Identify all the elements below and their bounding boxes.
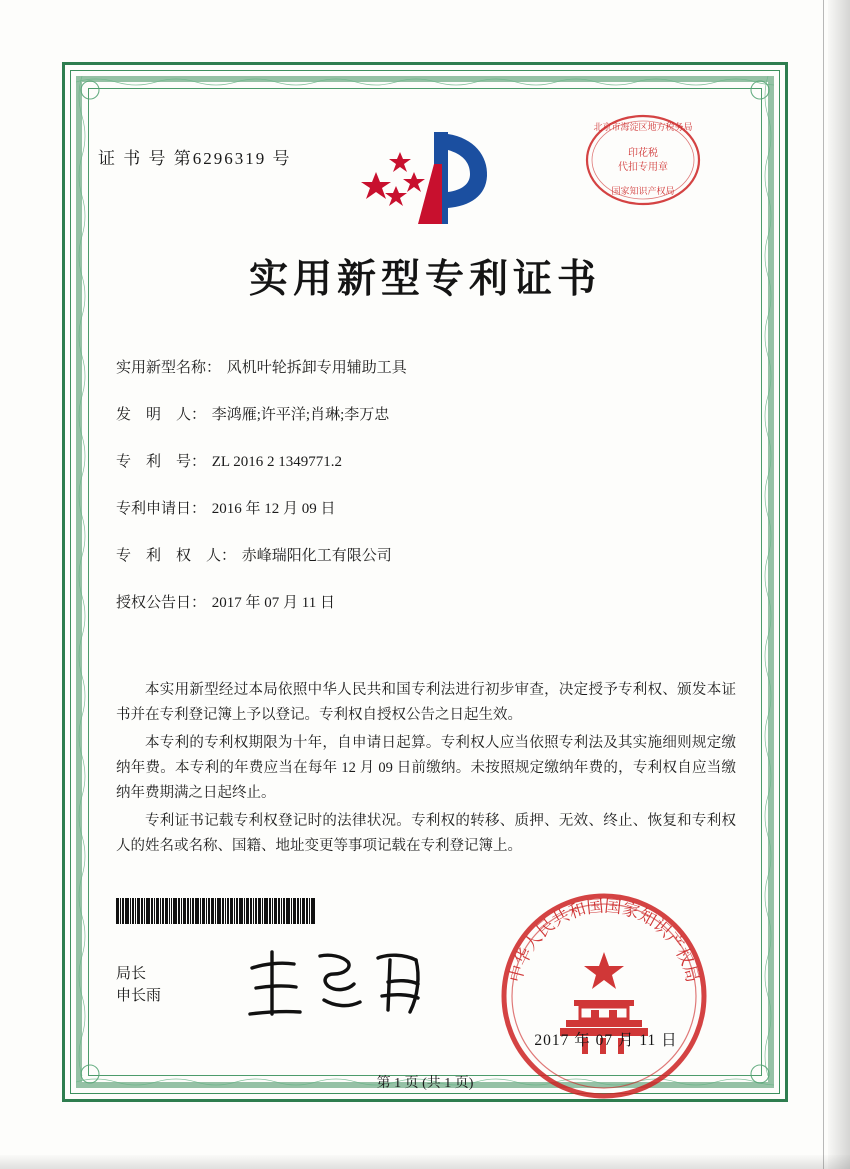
seal-top-line4: 国家知识产权局 [611, 186, 675, 196]
field-value: 风机叶轮拆卸专用辅助工具 [226, 360, 407, 376]
seal-top-line3: 代扣专用章 [618, 162, 668, 173]
paragraph: 本专利的专利权期限为十年，自申请日起算。专利权人应当依照专利法及其实施细则规定缴纳年费。本专利的年费应当在每年 12 月 09 日前缴纳。未按照规定缴纳年费的，专利权自应当缴纳年费期满之日起终止。 [116, 735, 736, 801]
field-value: 2017 年 07 月 11 日 [211, 595, 335, 611]
certificate-number: 证 书 号 第6296319 号 [98, 149, 292, 168]
seal-main-text: 中华人民共和国国家知识产权局 [506, 896, 702, 985]
seal-date: 2017 年 07 月 11 日 [534, 1032, 678, 1049]
field-label: 实用新型名称： [116, 360, 222, 376]
field-label: 专 利 权 人： [116, 548, 237, 564]
field-label: 发 明 人： [116, 407, 207, 423]
field-value: 李鸿雁;许平洋;肖琳;李万忠 [211, 407, 390, 423]
field-row [116, 591, 736, 612]
seal-top-line1: 北京市海淀区地方税务局 [593, 122, 693, 132]
field-row [116, 497, 736, 518]
signer-role: 局长 [116, 966, 147, 982]
field-label: 授权公告日： [116, 595, 207, 611]
field-row [116, 403, 736, 424]
field-label: 专 利 号： [116, 454, 207, 470]
scan-edge-bottom [0, 1155, 850, 1169]
field-row [116, 544, 736, 565]
field-value: 2016 年 12 月 09 日 [211, 501, 336, 517]
field-value: ZL 2016 2 1349771.2 [211, 454, 343, 470]
scan-fold-line [823, 0, 824, 1169]
handwritten-signature [238, 940, 438, 1026]
field-label: 专利申请日： [116, 501, 207, 517]
tax-stamp-seal [578, 108, 708, 212]
field-value: 赤峰瑞阳化工有限公司 [241, 548, 392, 564]
field-row [116, 450, 736, 471]
patent-office-logo-icon [356, 124, 506, 234]
field-list [116, 356, 736, 638]
signer-name: 申长雨 [116, 988, 162, 1004]
certificate-content [98, 98, 752, 1066]
signature-block [116, 963, 161, 1007]
paragraph: 本实用新型经过本局依照中华人民共和国专利法进行初步审查，决定授予专利权、颁发本证书并在专利登记簿上予以登记。专利权自授权公告之日起生效。 [116, 682, 736, 723]
page-title: 实用新型专利证书 [248, 258, 601, 301]
page-footer: 第 1 页 (共 1 页) [376, 1076, 474, 1091]
paragraph: 专利证书记载专利权登记时的法律状况。专利权的转移、质押、无效、终止、恢复和专利权人的姓名或名称、国籍、地址变更等事项记载在专利登记簿上。 [116, 813, 736, 854]
scan-edge-right [828, 0, 850, 1169]
seal-top-line2: 印花税 [628, 148, 658, 159]
legal-text [116, 678, 736, 862]
field-row [116, 356, 736, 377]
barcode [116, 898, 338, 924]
